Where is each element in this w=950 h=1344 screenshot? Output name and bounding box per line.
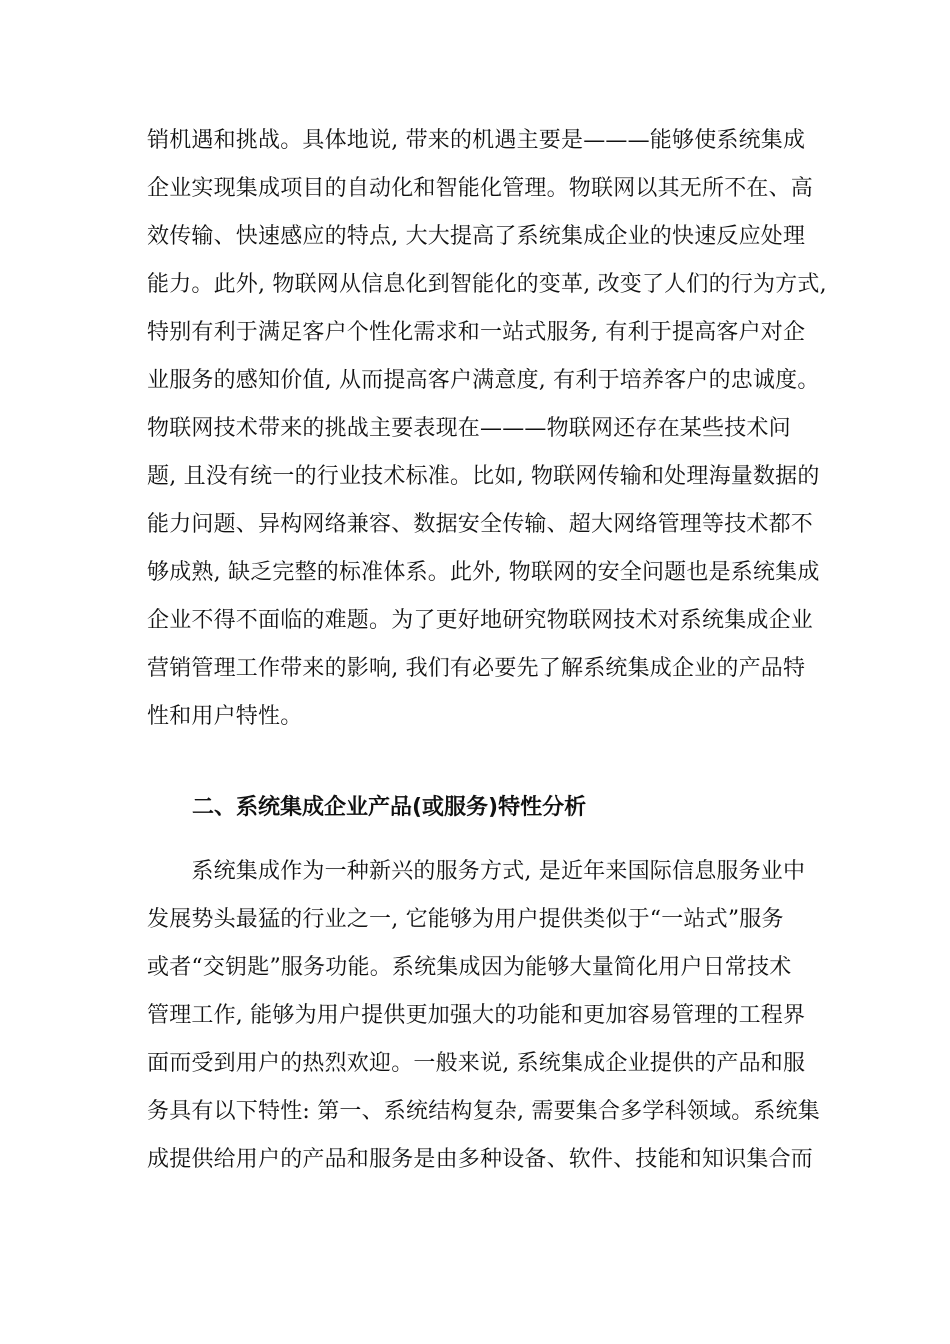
paragraph-line: 题, 且没有统一的行业技术标准。比如, 物联网传输和处理海量数据的 <box>147 464 820 489</box>
paragraph-line: 物联网技术带来的挑战主要表现在———物联网还存在某些技术问 <box>147 416 791 441</box>
paragraph-line: 够成熟, 缺乏完整的标准体系。此外, 物联网的安全问题也是系统集成 <box>147 560 820 585</box>
paragraph-line: 企业不得不面临的难题。为了更好地研究物联网技术对系统集成企业 <box>147 608 814 633</box>
section-heading: 二、系统集成企业产品(或服务)特性分析 <box>192 795 587 820</box>
paragraph-line: 面而受到用户的热烈欢迎。一般来说, 系统集成企业提供的产品和服 <box>147 1051 806 1076</box>
paragraph-line: 能力问题、异构网络兼容、数据安全传输、超大网络管理等技术都不 <box>147 512 814 537</box>
paragraph-line: 或者“交钥匙”服务功能。系统集成因为能够大量简化用户日常技术 <box>147 955 792 980</box>
paragraph-line: 能力。此外, 物联网从信息化到智能化的变革, 改变了人们的行为方式, <box>147 272 827 297</box>
paragraph-line: 营销管理工作带来的影响, 我们有必要先了解系统集成企业的产品特 <box>147 656 806 681</box>
paragraph-line: 销机遇和挑战。具体地说, 带来的机遇主要是———能够使系统集成 <box>147 128 806 153</box>
paragraph-line: 企业实现集成项目的自动化和智能化管理。物联网以其无所不在、高 <box>147 176 814 201</box>
paragraph-line: 效传输、快速感应的特点, 大大提高了系统集成企业的快速反应处理 <box>147 224 806 249</box>
paragraph-line: 管理工作, 能够为用户提供更加强大的功能和更加容易管理的工程界 <box>147 1003 806 1028</box>
body-paragraph <box>147 117 827 741</box>
paragraph-line: 发展势头最猛的行业之一, 它能够为用户提供类似于“一站式”服务 <box>147 907 784 932</box>
body-paragraph <box>147 848 820 1184</box>
paragraph-line: 业服务的感知价值, 从而提高客户满意度, 有利于培养客户的忠诚度。 <box>147 368 820 393</box>
paragraph-line: 系统集成作为一种新兴的服务方式, 是近年来国际信息服务业中 <box>147 859 806 884</box>
paragraph-line: 务具有以下特性: 第一、系统结构复杂, 需要集合多学科领域。系统集 <box>147 1099 820 1124</box>
paragraph-line: 特别有利于满足客户个性化需求和一站式服务, 有利于提高客户对企 <box>147 320 806 345</box>
paragraph-line: 成提供给用户的产品和服务是由多种设备、软件、技能和知识集合而 <box>147 1147 814 1172</box>
paragraph-line: 性和用户特性。 <box>147 704 303 729</box>
